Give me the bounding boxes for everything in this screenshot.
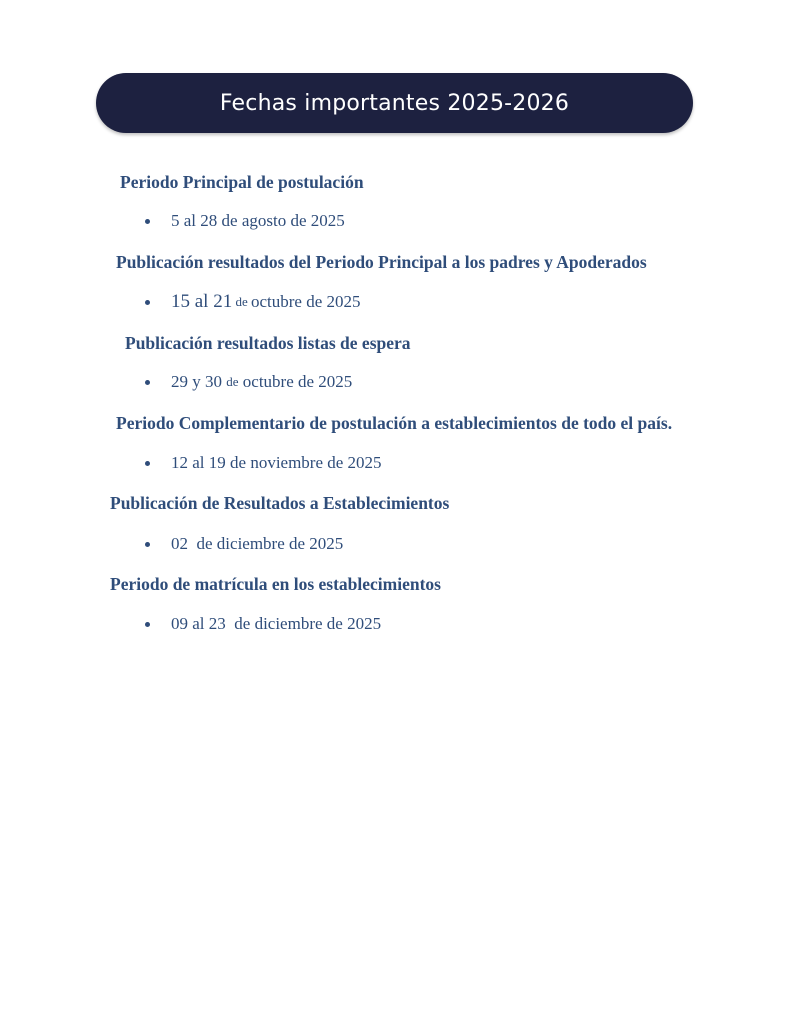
list-item bbox=[140, 291, 361, 313]
list-item bbox=[140, 534, 343, 554]
date-range: 5 al 28 de agosto de 2025 bbox=[171, 211, 345, 230]
date-range-connector: de bbox=[232, 294, 251, 309]
section-heading: Periodo Complementario de postulación a establecimientos de todo el país. bbox=[116, 413, 673, 433]
section-heading: Publicación resultados del Periodo Principal a los padres y Apoderados bbox=[116, 252, 647, 272]
bullet-icon bbox=[145, 542, 150, 547]
list-item bbox=[140, 453, 382, 473]
list-item bbox=[140, 372, 352, 392]
date-range-days: 29 y 30 bbox=[171, 372, 227, 391]
date-range-days: 15 al 21 bbox=[171, 291, 233, 312]
bullet-icon bbox=[145, 461, 150, 466]
title-banner bbox=[96, 73, 693, 133]
section-heading: Periodo Principal de postulación bbox=[120, 172, 364, 192]
bullet-icon bbox=[145, 380, 150, 385]
date-range: 09 al 23 de diciembre de 2025 bbox=[171, 614, 382, 633]
section-heading: Periodo de matrícula en los establecimientos bbox=[110, 574, 441, 594]
section-heading: Publicación resultados listas de espera bbox=[125, 333, 411, 353]
list-item bbox=[140, 614, 381, 634]
date-range-month: octubre de 2025 bbox=[251, 292, 361, 311]
date-range: 02 de diciembre de 2025 bbox=[171, 534, 344, 553]
bullet-icon bbox=[145, 300, 150, 305]
bullet-icon bbox=[145, 219, 150, 224]
bullet-icon bbox=[145, 622, 150, 627]
section-heading: Publicación de Resultados a Establecimientos bbox=[110, 493, 450, 513]
list-item bbox=[140, 211, 345, 231]
date-range: 12 al 19 de noviembre de 2025 bbox=[171, 453, 382, 472]
date-range-month: octubre de 2025 bbox=[238, 372, 353, 391]
date-range-connector: de bbox=[226, 374, 239, 389]
page-title: Fechas importantes 2025-2026 bbox=[219, 90, 570, 116]
